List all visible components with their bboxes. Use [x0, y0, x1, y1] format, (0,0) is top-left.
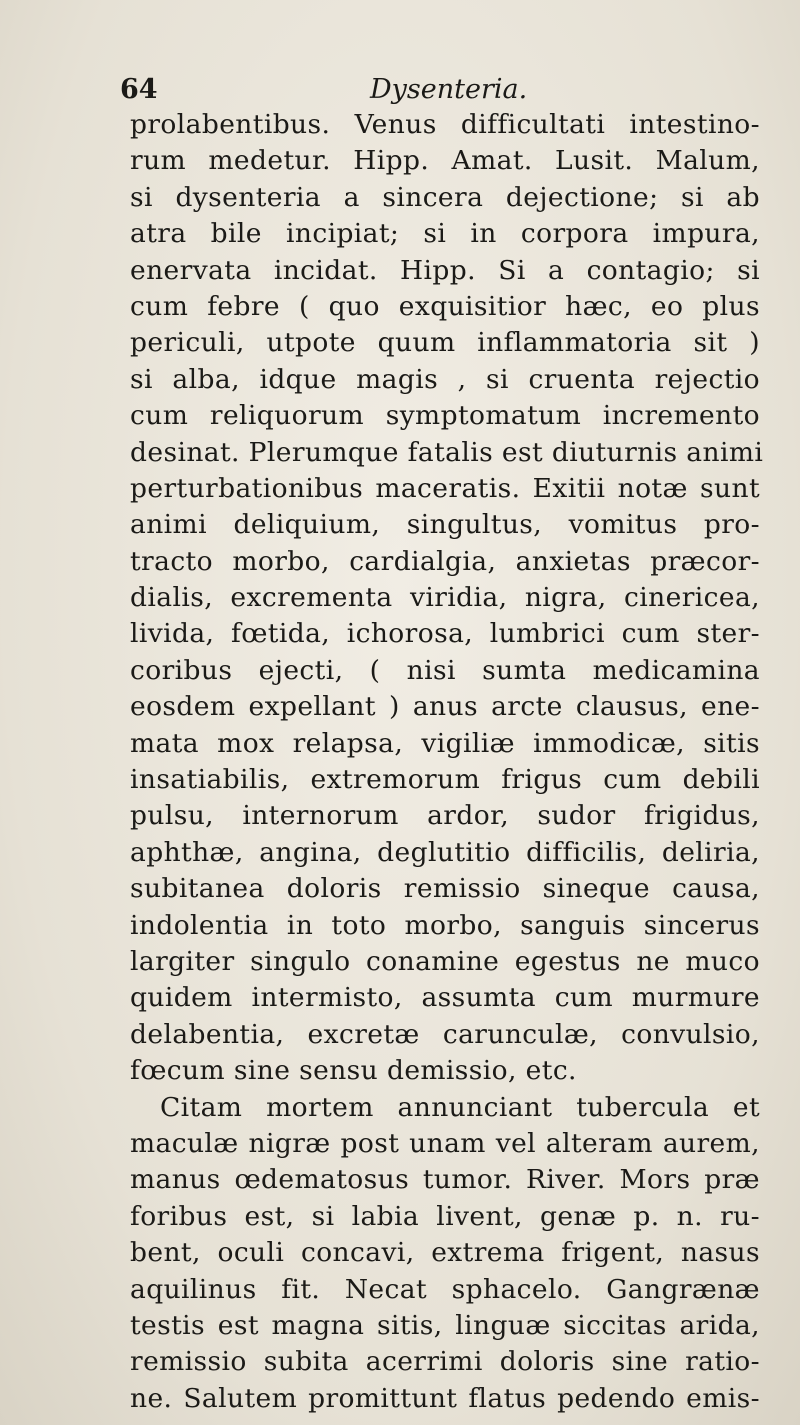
text-line: perturbationibus maceratis. Exitii notæ sunt	[130, 472, 760, 504]
text-line: delabentia, excretæ carunculæ, convulsio,	[130, 1018, 760, 1050]
text-line: bent, oculi concavi, extrema frigent, nasus	[130, 1237, 760, 1269]
text-line: manus œdematosus tumor. River. Mors præ	[130, 1164, 760, 1196]
page-header	[120, 72, 760, 108]
text-line: maculæ nigræ post unam vel alteram aurem,	[130, 1127, 760, 1159]
text-line: testis est magna sitis, linguæ siccitas arida,	[130, 1309, 760, 1341]
text-line: atra bile incipiat; si in corpora impura,	[130, 218, 760, 250]
text-line: prolabentibus. Venus difficultati intestino-	[130, 109, 760, 140]
text-line: cum reliquorum symptomatum incremento	[130, 400, 760, 432]
text-line: desinat. Plerumque fatalis est diuturnis animi	[130, 436, 764, 468]
text-line: foribus est, si labia livent, genæ p. n. ru-	[130, 1200, 760, 1232]
text-line: quidem intermisto, assumta cum murmure	[130, 982, 760, 1014]
paragraph-start-line: Citam mortem annunciant tubercula et	[160, 1091, 760, 1123]
text-line: aphthæ, angina, deglutitio difficilis, deliria,	[130, 836, 760, 868]
text-line: insatiabilis, extremorum frigus cum debili	[130, 764, 760, 796]
text-line: aquilinus fit. Necat sphacelo. Gangrænæ	[130, 1273, 760, 1305]
text-line: pulsu, internorum ardor, sudor frigidus,	[130, 800, 760, 832]
text-line: subitanea doloris remissio sineque causa,	[130, 873, 760, 905]
text-line: eosdem expellant ) anus arcte clausus, ene-	[130, 691, 760, 723]
text-line: mata mox relapsa, vigiliæ immodicæ, sitis	[130, 727, 760, 759]
paragraph-end-line: fœcum sine sensu demissio, etc.	[130, 1055, 577, 1087]
text-line: indolentia in toto morbo, sanguis sincerus	[130, 909, 760, 941]
text-line: largiter singulo conamine egestus ne muco	[130, 945, 760, 977]
body-text	[130, 107, 764, 1417]
running-head: Dysenteria.	[370, 74, 528, 105]
text-line: animi deliquium, singultus, vomitus pro-	[130, 509, 760, 541]
text-line: periculi, utpote quum inflammatoria sit )	[130, 327, 760, 359]
text-line: dialis, excrementa viridia, nigra, cinericea,	[130, 582, 760, 614]
text-line: cum febre ( quo exquisitior hæc, eo plus	[130, 290, 760, 322]
text-line: rum medetur. Hipp. Amat. Lusit. Malum,	[130, 145, 760, 177]
text-line: si dysenteria a sincera dejectione; si ab	[130, 181, 760, 213]
text-line: livida, fœtida, ichorosa, lumbrici cum ster-	[130, 618, 760, 650]
text-line: enervata incidat. Hipp. Si a contagio; si	[130, 254, 760, 286]
text-line: ne. Salutem promittunt flatus pedendo emis-	[130, 1382, 760, 1414]
text-line: tracto morbo, cardialgia, anxietas præcor-	[130, 545, 760, 577]
text-line: coribus ejecti, ( nisi sumta medicamina	[130, 654, 760, 686]
text-line: si alba, idque magis , si cruenta rejectio	[130, 363, 760, 395]
text-line: remissio subita acerrimi doloris sine ratio-	[130, 1346, 760, 1378]
page-number: 64	[120, 74, 158, 105]
